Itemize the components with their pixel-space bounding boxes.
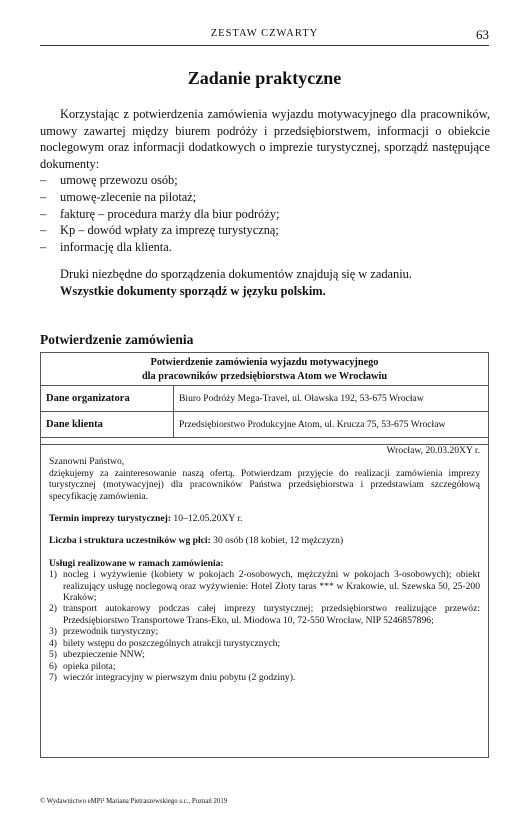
list-item: 3) przewodnik turystyczny; bbox=[49, 626, 159, 638]
task-instructions bbox=[40, 106, 490, 300]
organizer-row bbox=[41, 386, 488, 412]
organizer-value: Biuro Podróży Mega-Travel, ul. Oławska 192, 53-675 Wrocław bbox=[179, 393, 424, 404]
list-item: – umowę przewozu osób; bbox=[40, 173, 178, 188]
document-list bbox=[40, 172, 490, 255]
greeting: Szanowni Państwo, bbox=[49, 456, 125, 468]
list-item: – informację dla klienta. bbox=[40, 239, 172, 254]
letter-content bbox=[41, 445, 488, 683]
term-line: Termin imprezy turystycznej: 10–12.05.20XY r. bbox=[49, 513, 243, 525]
list-item: 2) transport autokarowy podczas całej imprezy turystycznej; przedsiębiorstwo realizujące przewóz: Przedsiębiorstwo Transportowe Trans-Eko, ul. Miodowa 10, 72-550 Wrocław, NIP 5246857896; bbox=[49, 603, 480, 626]
running-header bbox=[40, 27, 489, 46]
forms-note: Druki niezbędne do sporządzenia dokumentów znajdują się w zadaniu. bbox=[60, 267, 412, 282]
list-item: 7) wieczór integracyjny w pierwszym dniu pobytu (2 godziny). bbox=[49, 671, 296, 683]
page-number: 63 bbox=[476, 27, 489, 42]
organizer-label: Dane organizatora bbox=[41, 386, 174, 411]
instructions-paragraph: Korzystając z potwierdzenia zamówienia wyjazdu motywacyjnego dla pracowników, umowy zawartej między biurem podróży i przedsiębiorstwem, informacji o obiekcie noclegowym oraz informacji dodatkowych o imprezie turystycznej, sporządź następujące dokumenty: bbox=[40, 107, 490, 171]
copyright-footer: © Wydawnictwo eMPi² Mariana Pietraszewskiego s.c., Poznań 2019 bbox=[40, 798, 228, 805]
list-item: – fakturę – procedura marży dla biur podróży; bbox=[40, 206, 280, 221]
services-label: Usługi realizowane w ramach zamówienia: bbox=[49, 557, 224, 569]
client-row bbox=[41, 412, 488, 438]
letter-date: Wrocław, 20.03.20XY r. bbox=[386, 445, 480, 456]
list-item: 5) ubezpieczenie NNW; bbox=[49, 649, 145, 661]
services-list bbox=[49, 569, 480, 683]
client-label: Dane klienta bbox=[41, 412, 174, 437]
letter-body: dziękujemy za zainteresowanie naszą ofertą. Potwierdzam przyjęcie do realizacji zamówienia imprezy turystycznej (motywacyjnej) dla pracowników Państwa przedsiębiorstwa i przedstawiam szczegółową specyfikację zamówienia. bbox=[49, 467, 480, 502]
list-item: 4) bilety wstępu do poszczególnych atrakcji turystycznych; bbox=[49, 637, 281, 649]
chapter-title: ZESTAW CZWARTY bbox=[210, 28, 319, 39]
section-title: Potwierdzenie zamówienia bbox=[40, 332, 194, 347]
list-item: – umowę-zlecenie na pilotaż; bbox=[40, 189, 197, 204]
order-confirmation-document bbox=[40, 352, 489, 758]
list-item: 6) opieka pilota; bbox=[49, 660, 116, 672]
page-title: Zadanie praktyczne bbox=[187, 68, 342, 88]
language-note: Wszystkie dokumenty sporządź w języku polskim. bbox=[60, 283, 326, 298]
list-item: 1) nocleg i wyżywienie (kobiety w pokojach 2-osobowych, mężczyźni w pokojach 3-osobowych); obiekt realizujący usługę noclegową oraz wyżywienie: Hotel Złoty taras *** w Krakowie, ul. Szewska 50, 25-200 Kraków; bbox=[49, 569, 480, 604]
list-item: – Kp – dowód wpłaty za imprezę turystyczną; bbox=[40, 223, 279, 238]
document-heading: Potwierdzenie zamówienia wyjazdu motywacyjnego dla pracowników przedsiębiorstwa Atom we Wrocławiu bbox=[41, 353, 488, 386]
client-value: Przedsiębiorstwo Produkcyjne Atom, ul. Krucza 75, 53-675 Wrocław bbox=[179, 419, 446, 430]
participants-line: Liczba i struktura uczestników wg płci: 30 osób (18 kobiet, 12 mężczyzn) bbox=[49, 535, 344, 547]
